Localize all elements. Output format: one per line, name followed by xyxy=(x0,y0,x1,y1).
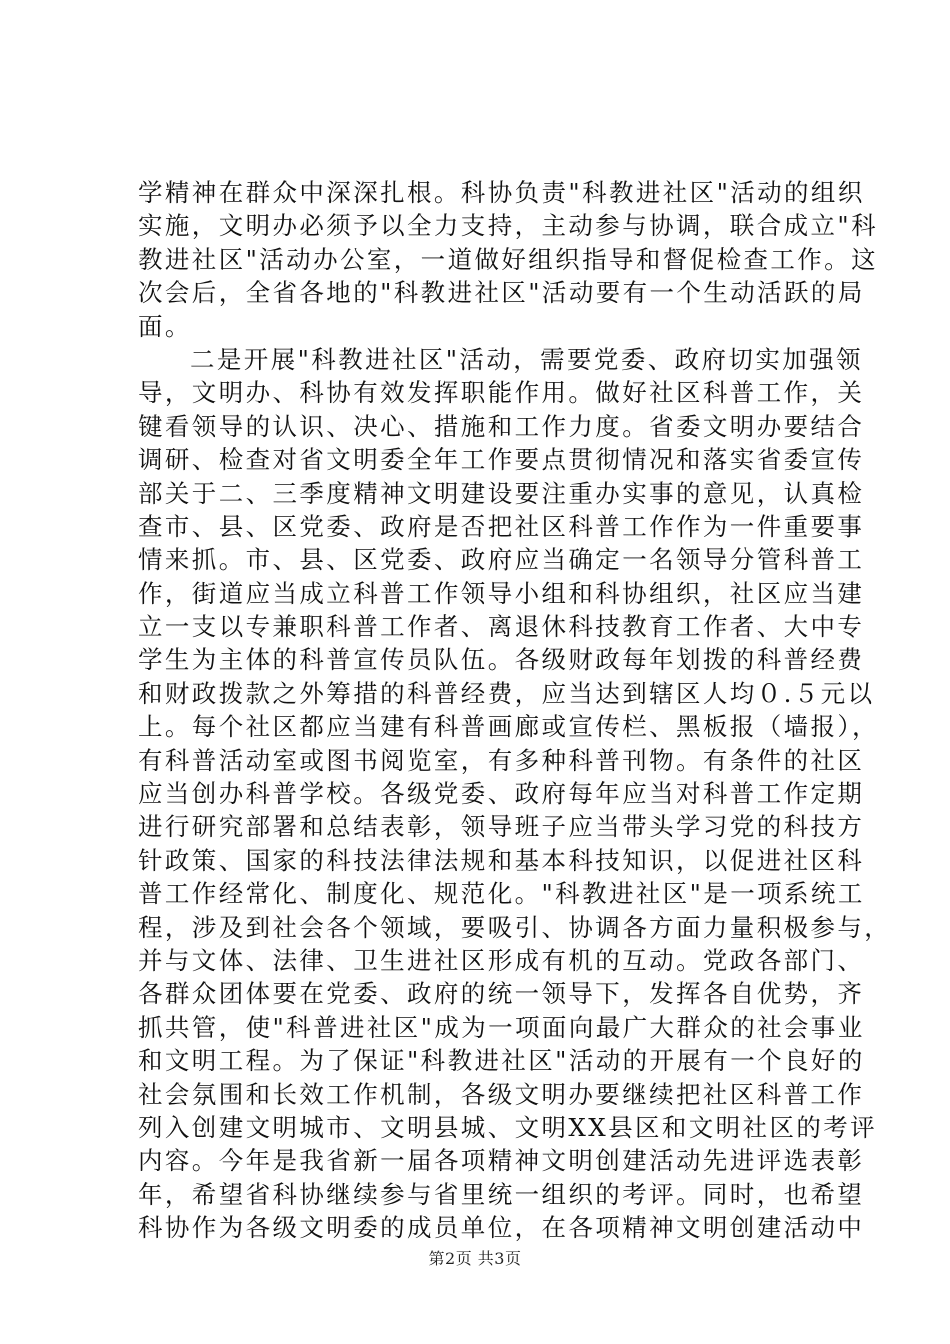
text-line: 学生为主体的科普宣传员队伍。各级财政每年划拨的科普经费 xyxy=(138,645,865,675)
text-line: 科协作为各级文明委的成员单位，在各项精神文明创建活动中 xyxy=(138,1213,865,1243)
text-line: 键看领导的认识、决心、措施和工作力度。省委文明办要结合 xyxy=(138,411,865,441)
text-line: 社会氛围和长效工作机制，各级文明办要继续把社区科普工作 xyxy=(138,1079,865,1109)
text-line: 作，街道应当成立科普工作领导小组和科协组织，社区应当建 xyxy=(138,578,865,608)
text-line: 导，文明办、科协有效发挥职能作用。做好社区科普工作，关 xyxy=(138,378,865,408)
text-line: 学精神在群众中深深扎根。科协负责"科教进社区"活动的组织 xyxy=(138,178,865,207)
text-line: 针政策、国家的科技法律法规和基本科技知识，以促进社区科 xyxy=(138,845,865,875)
text-line: 上。每个社区都应当建有科普画廊或宣传栏、黑板报（墙报）， xyxy=(138,712,879,742)
text-line: 次会后，全省各地的"科教进社区"活动要有一个生动活跃的局 xyxy=(138,278,865,308)
text-line: 面。 xyxy=(138,311,192,341)
text-line: 内容。今年是我省新一届各项精神文明创建活动先进评选表彰 xyxy=(138,1146,865,1176)
text-line: 并与文体、法律、卫生进社区形成有机的互动。党政各部门、 xyxy=(138,945,865,975)
body-text xyxy=(138,176,892,1245)
text-line: 程，涉及到社会各个领域，要吸引、协调各方面力量积极参与， xyxy=(138,912,892,942)
text-line: 和文明工程。为了保证"科教进社区"活动的开展有一个良好的 xyxy=(138,1046,865,1076)
text-line: 年，希望省科协继续参与省里统一组织的考评。同时，也希望 xyxy=(138,1179,865,1209)
text-line: 查市、县、区党委、政府是否把社区科普工作作为一件重要事 xyxy=(138,511,865,541)
text-line: 实施，文明办必须予以全力支持，主动参与协调，联合成立"科 xyxy=(138,211,878,241)
text-line: 部关于二、三季度精神文明建设要注重办实事的意见，认真检 xyxy=(138,478,865,508)
text-line: 进行研究部署和总结表彰，领导班子应当带头学习党的科技方 xyxy=(138,812,865,842)
text-line: 抓共管，使"科普进社区"成为一项面向最广大群众的社会事业 xyxy=(138,1012,865,1042)
text-line: 和财政拨款之外筹措的科普经费，应当达到辖区人均０.５元以 xyxy=(138,678,875,708)
text-line: 有科普活动室或图书阅览室，有多种科普刊物。有条件的社区 xyxy=(138,745,865,775)
text-line: 应当创办科普学校。各级党委、政府每年应当对科普工作定期 xyxy=(138,779,865,809)
text-line: 普工作经常化、制度化、规范化。"科教进社区"是一项系统工 xyxy=(138,879,865,909)
text-line: 调研、检查对省文明委全年工作要点贯彻情况和落实省委宣传 xyxy=(138,445,865,475)
text-line: 教进社区"活动办公室，一道做好组织指导和督促检查工作。这 xyxy=(138,244,878,274)
page-number-footer: 第2页 共3页 xyxy=(428,1249,522,1268)
text-line: 各群众团体要在党委、政府的统一领导下，发挥各自优势，齐 xyxy=(138,979,865,1009)
text-line: 列入创建文明城市、文明县城、文明XX县区和文明社区的考评 xyxy=(138,1112,878,1142)
paragraph-start-line: 二是开展"科教进社区"活动，需要党委、政府切实加强领 xyxy=(190,344,863,374)
text-line: 情来抓。市、县、区党委、政府应当确定一名领导分管科普工 xyxy=(138,545,865,575)
text-line: 立一支以专兼职科普工作者、离退休科技教育工作者、大中专 xyxy=(138,612,865,642)
